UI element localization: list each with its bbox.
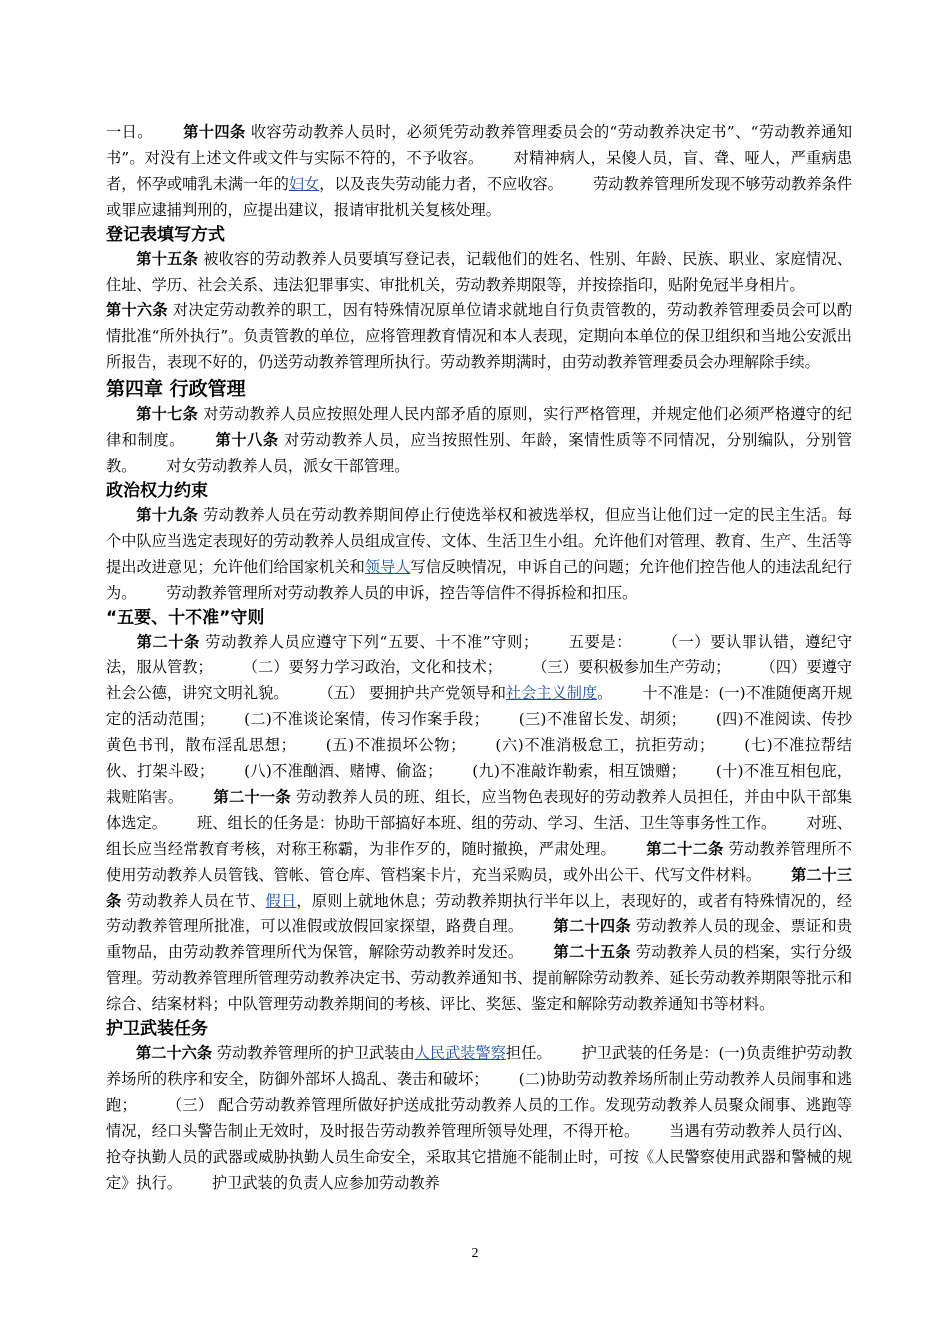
text: (三)不准留长发、胡须； [518,710,686,729]
text: 担任。 [505,1044,552,1063]
text: (一)不准随便离开规定的活动范围； [106,684,853,729]
text: 劳动教养人员在劳动教养期间停止行使选举权和被选举权，但应当让他们过一定的民主生活。每个中队应当选定表现好的劳动教养人员组成宣传、文体、生活卫生小组。允许他们对管理、教育、生产、生活等提出改进意见；允许他们给国家机关和 [106,505,853,576]
text: 十不准是： [642,684,719,703]
text: (七)不准拉帮结伙、打架斗殴； [106,736,852,781]
text: （二）要努力学习政治，文化和技术； [242,658,503,677]
paragraph-article-14 [106,120,852,224]
text: 对决定劳动教养的职工，因有特殊情况原单位请求就地自行负责管教的，劳动教养管理委员会可以酌情批准“所外执行”。负责管教的单位，应将管理教育情况和本人表现，定期向本单位的保卫组织和当地公安派出所报告，表现不好的，仍送劳动教养管理所执行。劳动教养期满时，由劳动教养管理委员会办理解除手续。 [106,301,853,372]
paragraph-article-20-25 [106,630,852,1019]
text: 劳动教养人员应遵守下列“五要、十不准”守则； [199,632,539,651]
link-jiari[interactable]: 假日 [265,891,297,910]
page-number: 2 [471,1246,479,1261]
text: 劳动教养人员在节、 [121,891,266,910]
text: 劳动教养管理所发现不够劳动教养条件或罪应逮捕判刑的，应提出建议，报请审批机关复核处理。 [106,174,853,219]
link-shehui-zhuyi-zhidu[interactable]: 社会主义制度 [505,684,598,703]
article-number: 第二十条 [136,632,200,651]
link-renmin-wuzhuang-jingcha[interactable]: 人民武装警察 [414,1044,506,1063]
paragraph-article-26 [106,1041,852,1196]
text: （四）要遵守社会公德，讲究文明礼貌。 [106,658,853,703]
text: (九)不准敲诈勒索，相互馈赠； [472,762,686,781]
link-lingdaoren[interactable]: 领导人 [364,557,411,576]
text: 对女劳动教养人员，派女干部管理。 [166,456,410,475]
text: （一）要认罪认错，遵纪守法，服从管教； [106,632,853,677]
text: 对班、组长应当经常教育考核，对称王称霸，为非作歹的，随时撤换，严肃处理。 [106,813,853,858]
article-number: 第二十六条 [136,1044,213,1063]
heading-dengji: 登记表填写方式 [106,224,225,245]
text: 劳动教养人员的班、组长，应当物色表现好的劳动教养人员担任，并由中队干部集体选定。 [106,787,853,832]
text: (四)不准阅读、传抄黄色书刊，散布淫乱思想； [106,710,853,755]
paragraph-article-16 [106,298,852,376]
article-number: 第十五条 [136,249,199,268]
paragraph-article-19 [106,503,852,607]
text: 对精神病人，呆傻人员，盲、聋、哑人，严重病患者，怀孕或哺乳未满一年的 [106,148,853,193]
heading-wuyao: “五要、十不准”守则 [106,607,265,628]
text: ，原则上就地休息；劳动教养期执行半年以上，表现好的，或者有特殊情况的，经劳动教养管理所批准，可以准假或放假回家探望，路费自理。 [106,891,853,936]
text: 劳动教养人员的档案，实行分级管理。劳动教养管理所管理劳动教养决定书、劳动教养通知书、提前解除劳动教养、延长劳动教养期限等批示和综合、结案材料；中队管理劳动教养期间的考核、评比、奖惩、鉴定和解除劳动教养通知书等材料。 [106,943,853,1014]
text: (六)不准消极怠工，抗拒劳动； [495,736,715,755]
text: (二)协助劳动教养场所制止劳动教养人员闹事和逃跑； [106,1070,853,1114]
text: 。 [597,684,613,703]
text: （三） 配合劳动教养管理所做好护送成批劳动教养人员的工作。发现劳动教养人员聚众闹事、逃跑等情况，经口头警告制止无效时，及时报告劳动教养管理所领导处理，不得开枪。 [106,1095,853,1140]
text: (十)不准互相包庇，栽赃陷害。 [106,762,853,806]
text: 对劳动教养人员应按照处理人民内部矛盾的原则，实行严格管理，并规定他们必须严格遵守的纪律和制度。 [106,405,853,450]
document-body [106,120,852,1197]
text: (五)不准损坏公物； [325,736,466,755]
text: 劳动教养人员的现金、票证和贵重物品，由劳动教养管理所代为保管，解除劳动教养时发还。 [106,917,853,962]
text: （三）要积极参加生产劳动； [532,658,731,677]
text: 收容劳动教养人员时，必须凭劳动教养管理委员会的“劳动教养决定书”、“劳动教养通知书”。对没有上述文件或文件与实际不符的，不予收容。 [106,123,853,167]
article-number: 第二十二条 [646,839,724,858]
text: (一)负责维护劳动教养场所的秩序和安全，防御外部坏人捣乱、袭击和破坏； [106,1044,853,1088]
heading-huwei: 护卫武装任务 [106,1019,208,1040]
heading-zhengzhi: 政治权力约束 [106,480,208,501]
article-number: 第二十五条 [553,943,631,962]
text: 劳动教养管理所的护卫武装由 [212,1044,415,1063]
text: 护卫武装的任务是： [581,1044,719,1063]
text: 班、组长的任务是：协助干部搞好本班、组的劳动、学习、生活、卫生等事务性工作。 [196,813,777,832]
heading-chapter-4: 第四章 行政管理 [106,378,246,401]
text: （五） 要拥护共产党领导和 [318,684,506,703]
text: (八)不准酗酒、赌博、偷盗； [244,762,443,781]
article-number: 第二十三条 [106,865,853,910]
text: 对劳动教养人员，应当按照性别、年龄，案情性质等不同情况，分别编队，分别管教。 [106,431,853,475]
article-number: 第十九条 [136,505,199,524]
text: 写信反映情况，申诉自己的问题；允许他们控告他人的违法乱纪行为。 [106,557,853,602]
text: ，以及丧失劳动能力者，不应收容。 [319,174,564,193]
article-number: 第二十四条 [553,917,631,936]
text: 护卫武装的负责人应参加劳动教养 [211,1173,440,1192]
text: 劳动教养管理所不使用劳动教养人员管钱、管帐、管仓库、管档案卡片，充当采购员，或外出公干、代写文件材料。 [106,839,853,884]
paragraph-article-17-18 [106,402,852,480]
text: 劳动教养管理所对劳动教养人员的申诉，控告等信件不得拆检和扣压。 [166,583,638,602]
article-number: 第十八条 [214,431,279,450]
article-number: 第十四条 [182,123,246,141]
text: 当遇有劳动教养人员行凶、抢夺执勤人员的武器或威胁执勤人员生命安全，采取其它措施不能制止时，可按《人民警察使用武器和警械的规定》执行。 [106,1121,853,1192]
text: 被收容的劳动教养人员要填写登记表，记载他们的姓名、性别、年龄、民族、职业、家庭情况、住址、学历、社会关系、违法犯罪事实、审批机关，劳动教养期限等，并按捺指印，贴附免冠半身相片。 [106,249,853,294]
text: (二)不准谈论案情，传习作案手段； [244,710,489,729]
article-number: 第十七条 [136,405,199,424]
text: 五要是： [568,632,633,651]
article-number: 第二十一条 [213,787,291,806]
text: 一日。 [106,123,153,141]
article-number: 第十六条 [106,301,168,320]
paragraph-article-15 [106,247,852,299]
link-funv[interactable]: 妇女 [288,174,320,193]
